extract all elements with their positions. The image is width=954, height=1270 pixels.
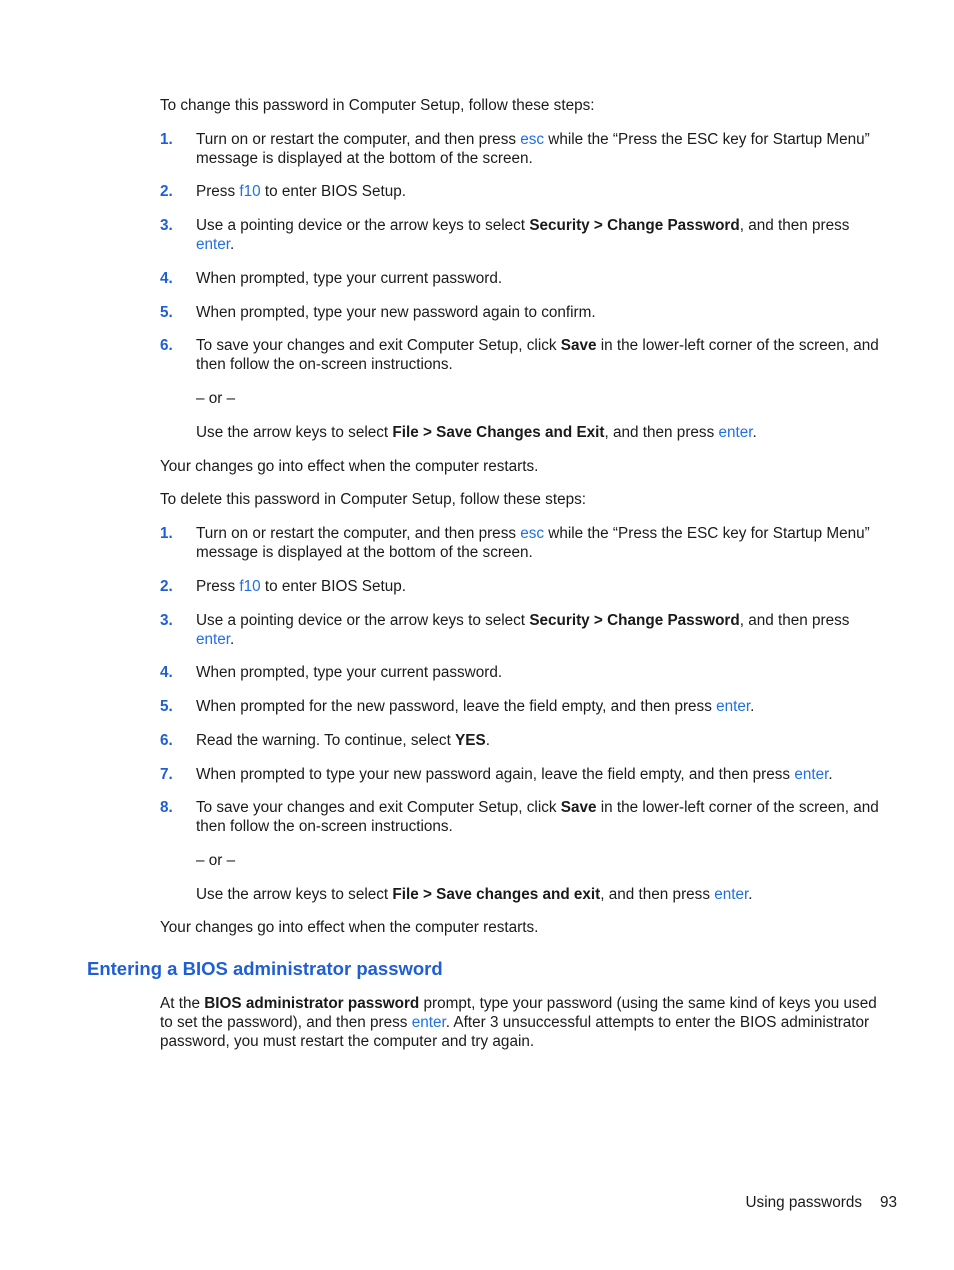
step-number: 2.	[160, 183, 173, 200]
key-enter: enter	[714, 886, 749, 903]
section-heading: Entering a BIOS administrator password	[87, 958, 443, 979]
admin-paragraph: At the BIOS administrator password prompt, type your password (using the same kind of keys you used to set the password), and then press enter. After 3 unsuccessful attempts to enter the BIOS administrator password, you must restart the computer and try again.	[160, 995, 877, 1050]
step-number: 6.	[160, 732, 173, 749]
intro-delete: To delete this password in Computer Setup, follow these steps:	[160, 491, 586, 508]
step-text: When prompted, type your current password.	[196, 664, 503, 681]
step-number: 4.	[160, 270, 173, 287]
step-number: 6.	[160, 337, 173, 354]
key-enter: enter	[196, 631, 231, 648]
key-f10: f10	[239, 578, 261, 595]
step-number: 2.	[160, 578, 173, 595]
step-number: 3.	[160, 612, 173, 629]
step-text: Use a pointing device or the arrow keys to select Security > Change Password, and then press enter.	[196, 217, 850, 253]
page-number: 93	[879, 1194, 897, 1211]
page-footer	[0, 1193, 897, 1212]
step-text: Turn on or restart the computer, and then press esc while the “Press the ESC key for Startup Menu” message is displayed at the bottom of the screen.	[196, 525, 870, 561]
outro-delete: Your changes go into effect when the computer restarts.	[160, 919, 539, 936]
step-number: 4.	[160, 664, 173, 681]
step-text: Use a pointing device or the arrow keys to select Security > Change Password, and then press enter.	[196, 612, 850, 648]
intro-change: To change this password in Computer Setup, follow these steps:	[160, 97, 595, 114]
key-enter: enter	[794, 766, 829, 783]
key-enter: enter	[196, 236, 231, 253]
step-text: Read the warning. To continue, select YES.	[196, 732, 490, 749]
step-number: 5.	[160, 304, 173, 321]
step-number: 8.	[160, 799, 173, 816]
step-text: Turn on or restart the computer, and then press esc while the “Press the ESC key for Startup Menu” message is displayed at the bottom of the screen.	[196, 131, 870, 167]
step-number: 7.	[160, 766, 173, 783]
or-separator: – or –	[196, 390, 236, 407]
alt-instruction: Use the arrow keys to select File > Save changes and exit, and then press enter.	[196, 886, 753, 903]
key-esc: esc	[520, 525, 545, 542]
step-text: To save your changes and exit Computer Setup, click Save in the lower-left corner of the screen, and then follow the on-screen instructions.	[196, 337, 879, 373]
step-text: To save your changes and exit Computer Setup, click Save in the lower-left corner of the screen, and then follow the on-screen instructions.	[196, 799, 879, 835]
step-number: 1.	[160, 525, 173, 542]
step-text: When prompted, type your new password again to confirm.	[196, 304, 596, 321]
key-enter: enter	[411, 1014, 446, 1031]
or-separator: – or –	[196, 852, 236, 869]
footer-section-title: Using passwords	[745, 1194, 862, 1211]
key-esc: esc	[520, 131, 545, 148]
step-number: 1.	[160, 131, 173, 148]
alt-instruction: Use the arrow keys to select File > Save Changes and Exit, and then press enter.	[196, 424, 757, 441]
step-text: When prompted for the new password, leave the field empty, and then press enter.	[196, 698, 755, 715]
step-number: 3.	[160, 217, 173, 234]
key-f10: f10	[239, 183, 261, 200]
step-number: 5.	[160, 698, 173, 715]
step-text: When prompted to type your new password again, leave the field empty, and then press enter.	[196, 766, 833, 783]
key-enter: enter	[718, 424, 753, 441]
step-text: Press f10 to enter BIOS Setup.	[196, 578, 407, 595]
step-text: Press f10 to enter BIOS Setup.	[196, 183, 407, 200]
step-text: When prompted, type your current password.	[196, 270, 503, 287]
outro-change: Your changes go into effect when the computer restarts.	[160, 458, 539, 475]
key-enter: enter	[716, 698, 751, 715]
